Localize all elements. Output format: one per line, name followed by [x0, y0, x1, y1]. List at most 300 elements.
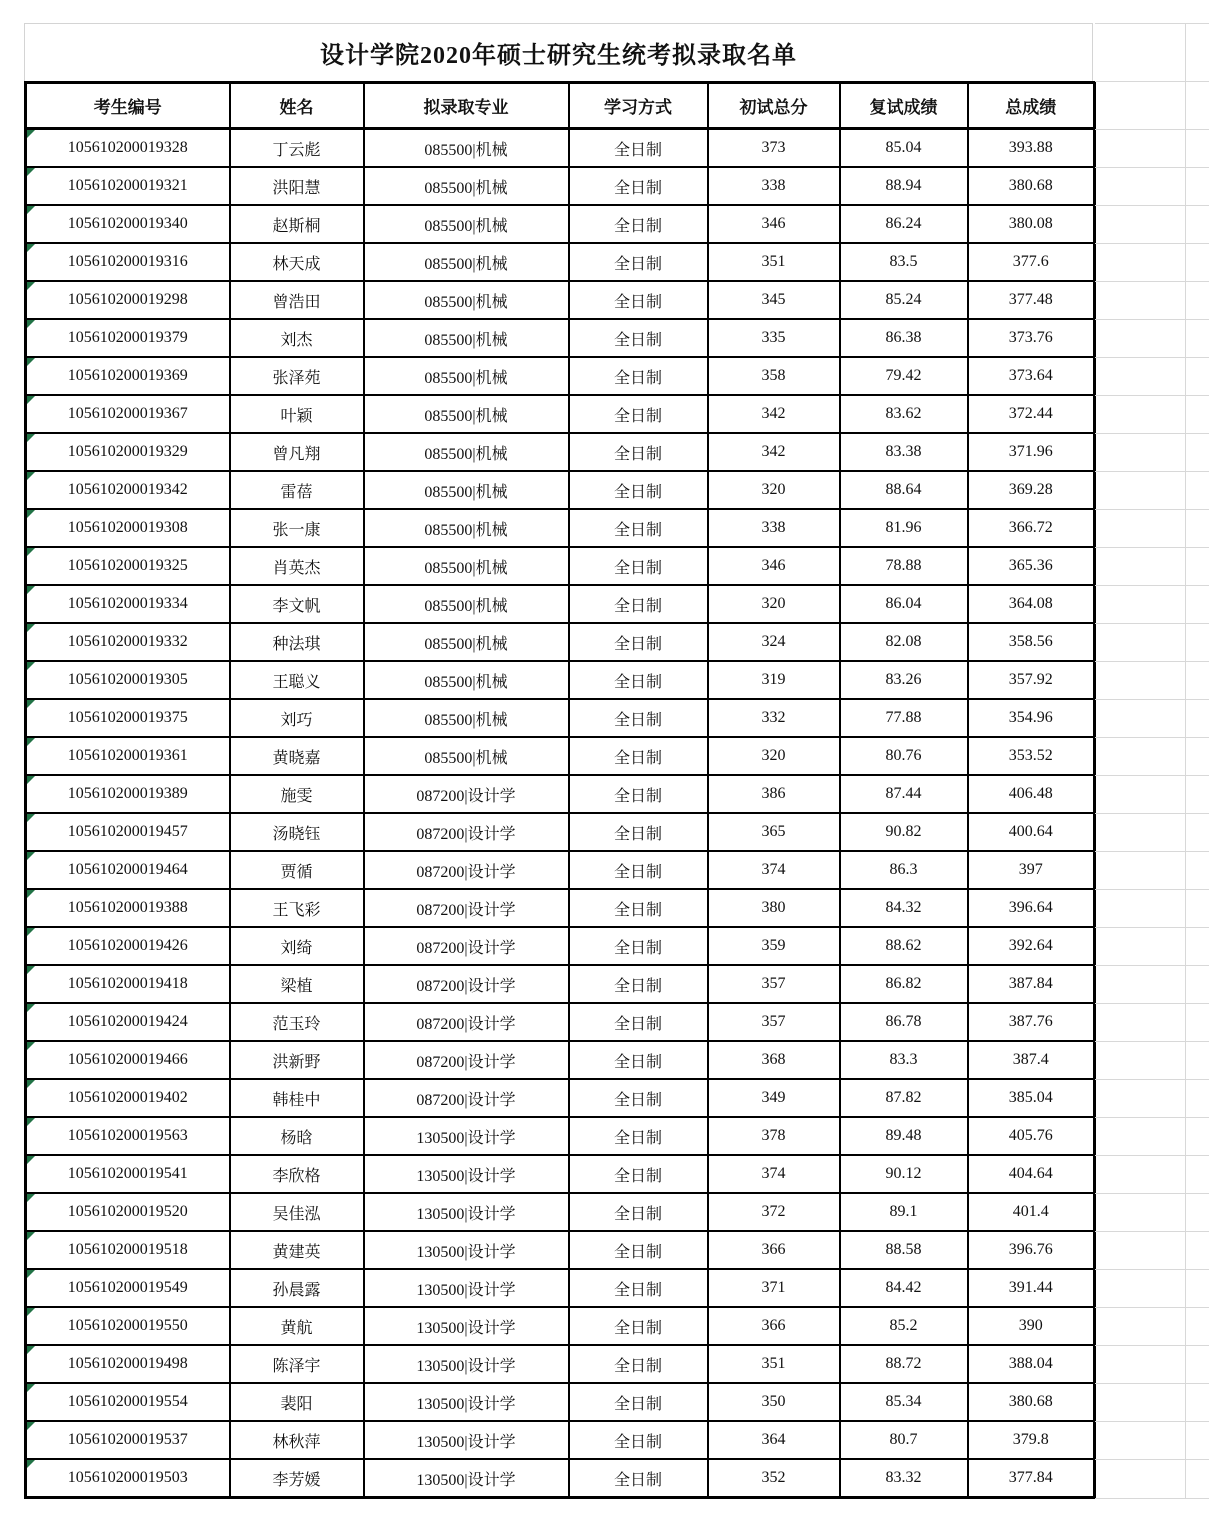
- cell-retest-score[interactable]: 88.62: [840, 927, 968, 965]
- cell-retest-score[interactable]: 81.96: [840, 509, 968, 547]
- table-body: [26, 129, 1095, 1498]
- cell-major[interactable]: 085500|机械: [364, 129, 569, 168]
- cell-retest-score[interactable]: 86.24: [840, 205, 968, 243]
- cell-name[interactable]: 李芳媛: [230, 1459, 364, 1498]
- cell-candidate-id[interactable]: 105610200019520: [26, 1193, 230, 1231]
- number-as-text-flag-icon: [27, 1232, 35, 1240]
- cell-major[interactable]: 085500|机械: [364, 699, 569, 737]
- gridline: [1095, 1041, 1209, 1042]
- cell-name[interactable]: 林天成: [230, 243, 364, 281]
- cell-total-score[interactable]: 391.44: [968, 1269, 1095, 1307]
- cell-name[interactable]: 刘杰: [230, 319, 364, 357]
- cell-candidate-id[interactable]: 105610200019325: [26, 547, 230, 585]
- gridline: [1095, 205, 1209, 206]
- cell-retest-score[interactable]: 87.82: [840, 1079, 968, 1117]
- cell-major[interactable]: 130500|设计学: [364, 1383, 569, 1421]
- cell-total-score[interactable]: 396.76: [968, 1231, 1095, 1269]
- cell-candidate-id[interactable]: 105610200019549: [26, 1269, 230, 1307]
- cell-candidate-id[interactable]: 105610200019498: [26, 1345, 230, 1383]
- table-row: [26, 851, 1095, 889]
- number-as-text-flag-icon: [27, 1080, 35, 1088]
- cell-total-score[interactable]: 401.4: [968, 1193, 1095, 1231]
- cell-study-mode[interactable]: 全日制: [569, 509, 708, 547]
- cell-retest-score[interactable]: 80.76: [840, 737, 968, 775]
- cell-name[interactable]: 洪阳慧: [230, 167, 364, 205]
- gridline: [1095, 1383, 1209, 1384]
- cell-retest-score[interactable]: 83.62: [840, 395, 968, 433]
- cell-major[interactable]: 085500|机械: [364, 737, 569, 775]
- cell-initial-score[interactable]: 368: [708, 1041, 840, 1079]
- cell-candidate-id[interactable]: 105610200019316: [26, 243, 230, 281]
- cell-name[interactable]: 肖英杰: [230, 547, 364, 585]
- cell-retest-score[interactable]: 88.58: [840, 1231, 968, 1269]
- cell-retest-score[interactable]: 90.82: [840, 813, 968, 851]
- cell-major[interactable]: 085500|机械: [364, 319, 569, 357]
- cell-study-mode[interactable]: 全日制: [569, 1459, 708, 1498]
- cell-initial-score[interactable]: 386: [708, 775, 840, 813]
- cell-study-mode[interactable]: 全日制: [569, 281, 708, 319]
- cell-retest-score[interactable]: 77.88: [840, 699, 968, 737]
- number-as-text-flag-icon: [27, 320, 35, 328]
- cell-initial-score[interactable]: 357: [708, 965, 840, 1003]
- cell-study-mode[interactable]: 全日制: [569, 1041, 708, 1079]
- cell-initial-score[interactable]: 373: [708, 129, 840, 168]
- cell-study-mode[interactable]: 全日制: [569, 889, 708, 927]
- cell-name[interactable]: 孙晨露: [230, 1269, 364, 1307]
- cell-total-score[interactable]: 379.8: [968, 1421, 1095, 1459]
- cell-total-score[interactable]: 377.6: [968, 243, 1095, 281]
- cell-initial-score[interactable]: 338: [708, 509, 840, 547]
- cell-major[interactable]: 087200|设计学: [364, 1003, 569, 1041]
- gridline: [1095, 243, 1209, 244]
- cell-total-score[interactable]: 388.04: [968, 1345, 1095, 1383]
- column-header-candidate-id[interactable]: 考生编号: [26, 83, 230, 129]
- gridline: [1095, 1117, 1209, 1118]
- cell-total-score[interactable]: 385.04: [968, 1079, 1095, 1117]
- cell-initial-score[interactable]: 357: [708, 1003, 840, 1041]
- table-row: [26, 1459, 1095, 1498]
- cell-retest-score[interactable]: 86.82: [840, 965, 968, 1003]
- gridline: [1095, 357, 1209, 358]
- cell-major[interactable]: 087200|设计学: [364, 1041, 569, 1079]
- cell-total-score[interactable]: 357.92: [968, 661, 1095, 699]
- cell-candidate-id[interactable]: 105610200019332: [26, 623, 230, 661]
- cell-total-score[interactable]: 353.52: [968, 737, 1095, 775]
- cell-total-score[interactable]: 366.72: [968, 509, 1095, 547]
- cell-candidate-id[interactable]: 105610200019563: [26, 1117, 230, 1155]
- column-header-name[interactable]: 姓名: [230, 83, 364, 129]
- cell-total-score[interactable]: 380.68: [968, 167, 1095, 205]
- cell-initial-score[interactable]: 366: [708, 1231, 840, 1269]
- gridline: [1095, 281, 1209, 282]
- cell-name[interactable]: 张一康: [230, 509, 364, 547]
- cell-total-score[interactable]: 387.84: [968, 965, 1095, 1003]
- cell-major[interactable]: 087200|设计学: [364, 965, 569, 1003]
- cell-candidate-id[interactable]: 105610200019389: [26, 775, 230, 813]
- number-as-text-flag-icon: [27, 548, 35, 556]
- cell-study-mode[interactable]: 全日制: [569, 1269, 708, 1307]
- cell-total-score[interactable]: 380.08: [968, 205, 1095, 243]
- cell-initial-score[interactable]: 320: [708, 471, 840, 509]
- cell-initial-score[interactable]: 380: [708, 889, 840, 927]
- cell-name[interactable]: 裴阳: [230, 1383, 364, 1421]
- cell-initial-score[interactable]: 358: [708, 357, 840, 395]
- cell-study-mode[interactable]: 全日制: [569, 1307, 708, 1345]
- cell-initial-score[interactable]: 345: [708, 281, 840, 319]
- cell-initial-score[interactable]: 359: [708, 927, 840, 965]
- number-as-text-flag-icon: [27, 1118, 35, 1126]
- cell-retest-score[interactable]: 85.04: [840, 129, 968, 168]
- cell-major[interactable]: 130500|设计学: [364, 1155, 569, 1193]
- cell-candidate-id[interactable]: 105610200019418: [26, 965, 230, 1003]
- sheet-title-cell[interactable]: [24, 23, 1093, 81]
- cell-study-mode[interactable]: 全日制: [569, 433, 708, 471]
- cell-name[interactable]: 李欣格: [230, 1155, 364, 1193]
- cell-major[interactable]: 087200|设计学: [364, 927, 569, 965]
- cell-total-score[interactable]: 396.64: [968, 889, 1095, 927]
- cell-retest-score[interactable]: 86.04: [840, 585, 968, 623]
- cell-study-mode[interactable]: 全日制: [569, 1231, 708, 1269]
- cell-study-mode[interactable]: 全日制: [569, 813, 708, 851]
- cell-study-mode[interactable]: 全日制: [569, 623, 708, 661]
- cell-initial-score[interactable]: 324: [708, 623, 840, 661]
- cell-major[interactable]: 085500|机械: [364, 357, 569, 395]
- cell-initial-score[interactable]: 346: [708, 205, 840, 243]
- cell-major[interactable]: 085500|机械: [364, 623, 569, 661]
- cell-retest-score[interactable]: 83.3: [840, 1041, 968, 1079]
- cell-initial-score[interactable]: 332: [708, 699, 840, 737]
- cell-retest-score[interactable]: 84.32: [840, 889, 968, 927]
- cell-name[interactable]: 林秋萍: [230, 1421, 364, 1459]
- cell-major[interactable]: 087200|设计学: [364, 851, 569, 889]
- cell-retest-score[interactable]: 84.42: [840, 1269, 968, 1307]
- cell-initial-score[interactable]: 342: [708, 433, 840, 471]
- cell-retest-score[interactable]: 78.88: [840, 547, 968, 585]
- cell-candidate-id[interactable]: 105610200019329: [26, 433, 230, 471]
- gridline: [1095, 547, 1209, 548]
- cell-study-mode[interactable]: 全日制: [569, 585, 708, 623]
- cell-total-score[interactable]: 397: [968, 851, 1095, 889]
- cell-total-score[interactable]: 392.64: [968, 927, 1095, 965]
- gridline: [1095, 1498, 1209, 1499]
- cell-retest-score[interactable]: 89.48: [840, 1117, 968, 1155]
- table-row: [26, 1269, 1095, 1307]
- cell-retest-score[interactable]: 86.78: [840, 1003, 968, 1041]
- cell-initial-score[interactable]: 366: [708, 1307, 840, 1345]
- cell-major[interactable]: 087200|设计学: [364, 889, 569, 927]
- cell-retest-score[interactable]: 83.5: [840, 243, 968, 281]
- cell-total-score[interactable]: 387.76: [968, 1003, 1095, 1041]
- cell-major[interactable]: 085500|机械: [364, 243, 569, 281]
- cell-candidate-id[interactable]: 105610200019375: [26, 699, 230, 737]
- cell-retest-score[interactable]: 85.24: [840, 281, 968, 319]
- cell-major[interactable]: 085500|机械: [364, 395, 569, 433]
- cell-total-score[interactable]: 387.4: [968, 1041, 1095, 1079]
- cell-initial-score[interactable]: 364: [708, 1421, 840, 1459]
- table-row: [26, 623, 1095, 661]
- cell-study-mode[interactable]: 全日制: [569, 1117, 708, 1155]
- cell-retest-score[interactable]: 88.72: [840, 1345, 968, 1383]
- cell-retest-score[interactable]: 85.2: [840, 1307, 968, 1345]
- cell-retest-score[interactable]: 88.94: [840, 167, 968, 205]
- cell-study-mode[interactable]: 全日制: [569, 129, 708, 168]
- cell-total-score[interactable]: 371.96: [968, 433, 1095, 471]
- cell-candidate-id[interactable]: 105610200019328: [26, 129, 230, 168]
- cell-candidate-id[interactable]: 105610200019554: [26, 1383, 230, 1421]
- cell-study-mode[interactable]: 全日制: [569, 357, 708, 395]
- cell-candidate-id[interactable]: 105610200019308: [26, 509, 230, 547]
- cell-study-mode[interactable]: 全日制: [569, 1155, 708, 1193]
- cell-name[interactable]: 洪新野: [230, 1041, 364, 1079]
- cell-total-score[interactable]: 377.48: [968, 281, 1095, 319]
- cell-study-mode[interactable]: 全日制: [569, 547, 708, 585]
- cell-major[interactable]: 130500|设计学: [364, 1269, 569, 1307]
- cell-name[interactable]: 李文帆: [230, 585, 364, 623]
- table-row: [26, 243, 1095, 281]
- cell-candidate-id[interactable]: 105610200019367: [26, 395, 230, 433]
- cell-candidate-id[interactable]: 105610200019402: [26, 1079, 230, 1117]
- column-header-study-mode[interactable]: 学习方式: [569, 83, 708, 129]
- cell-study-mode[interactable]: 全日制: [569, 737, 708, 775]
- cell-study-mode[interactable]: 全日制: [569, 395, 708, 433]
- cell-total-score[interactable]: 358.56: [968, 623, 1095, 661]
- cell-total-score[interactable]: 406.48: [968, 775, 1095, 813]
- table-row: [26, 813, 1095, 851]
- cell-major[interactable]: 130500|设计学: [364, 1345, 569, 1383]
- cell-study-mode[interactable]: 全日制: [569, 1383, 708, 1421]
- cell-total-score[interactable]: 354.96: [968, 699, 1095, 737]
- cell-initial-score[interactable]: 350: [708, 1383, 840, 1421]
- cell-major[interactable]: 085500|机械: [364, 585, 569, 623]
- cell-name[interactable]: 刘巧: [230, 699, 364, 737]
- cell-candidate-id[interactable]: 105610200019537: [26, 1421, 230, 1459]
- cell-retest-score[interactable]: 86.3: [840, 851, 968, 889]
- cell-study-mode[interactable]: 全日制: [569, 205, 708, 243]
- cell-major[interactable]: 085500|机械: [364, 281, 569, 319]
- cell-initial-score[interactable]: 320: [708, 585, 840, 623]
- cell-name[interactable]: 吴佳泓: [230, 1193, 364, 1231]
- cell-initial-score[interactable]: 342: [708, 395, 840, 433]
- cell-name[interactable]: 梁植: [230, 965, 364, 1003]
- cell-study-mode[interactable]: 全日制: [569, 775, 708, 813]
- cell-total-score[interactable]: 390: [968, 1307, 1095, 1345]
- cell-study-mode[interactable]: 全日制: [569, 1193, 708, 1231]
- cell-major[interactable]: 085500|机械: [364, 547, 569, 585]
- cell-study-mode[interactable]: 全日制: [569, 167, 708, 205]
- cell-total-score[interactable]: 405.76: [968, 1117, 1095, 1155]
- gridline: [1185, 23, 1186, 1498]
- gridline: [1095, 1421, 1209, 1422]
- cell-major[interactable]: 085500|机械: [364, 471, 569, 509]
- cell-name[interactable]: 叶颖: [230, 395, 364, 433]
- cell-name[interactable]: 杨晗: [230, 1117, 364, 1155]
- cell-initial-score[interactable]: 374: [708, 851, 840, 889]
- cell-study-mode[interactable]: 全日制: [569, 1079, 708, 1117]
- cell-candidate-id[interactable]: 105610200019321: [26, 167, 230, 205]
- column-header-initial-score[interactable]: 初试总分: [708, 83, 840, 129]
- cell-retest-score[interactable]: 83.26: [840, 661, 968, 699]
- cell-retest-score[interactable]: 82.08: [840, 623, 968, 661]
- cell-major[interactable]: 085500|机械: [364, 167, 569, 205]
- cell-candidate-id[interactable]: 105610200019541: [26, 1155, 230, 1193]
- cell-candidate-id[interactable]: 105610200019464: [26, 851, 230, 889]
- cell-candidate-id[interactable]: 105610200019426: [26, 927, 230, 965]
- cell-total-score[interactable]: 365.36: [968, 547, 1095, 585]
- cell-name[interactable]: 贾循: [230, 851, 364, 889]
- cell-major[interactable]: 130500|设计学: [364, 1117, 569, 1155]
- cell-total-score[interactable]: 400.64: [968, 813, 1095, 851]
- cell-candidate-id[interactable]: 105610200019457: [26, 813, 230, 851]
- number-as-text-flag-icon: [27, 852, 35, 860]
- gridline: [1095, 1345, 1209, 1346]
- cell-study-mode[interactable]: 全日制: [569, 471, 708, 509]
- cell-candidate-id[interactable]: 105610200019388: [26, 889, 230, 927]
- cell-name[interactable]: 王飞彩: [230, 889, 364, 927]
- gridline: [1095, 699, 1209, 700]
- cell-candidate-id[interactable]: 105610200019424: [26, 1003, 230, 1041]
- cell-total-score[interactable]: 404.64: [968, 1155, 1095, 1193]
- cell-initial-score[interactable]: 371: [708, 1269, 840, 1307]
- cell-retest-score[interactable]: 89.1: [840, 1193, 968, 1231]
- cell-name[interactable]: 王聪义: [230, 661, 364, 699]
- cell-initial-score[interactable]: 365: [708, 813, 840, 851]
- cell-study-mode[interactable]: 全日制: [569, 927, 708, 965]
- page-title: 设计学院2020年硕士研究生统考拟录取名单: [320, 43, 797, 69]
- table-row: [26, 1307, 1095, 1345]
- cell-name[interactable]: 张泽苑: [230, 357, 364, 395]
- cell-total-score[interactable]: 380.68: [968, 1383, 1095, 1421]
- cell-initial-score[interactable]: 335: [708, 319, 840, 357]
- cell-name[interactable]: 汤晓钰: [230, 813, 364, 851]
- cell-candidate-id[interactable]: 105610200019503: [26, 1459, 230, 1498]
- cell-retest-score[interactable]: 83.32: [840, 1459, 968, 1498]
- cell-candidate-id[interactable]: 105610200019369: [26, 357, 230, 395]
- cell-initial-score[interactable]: 372: [708, 1193, 840, 1231]
- cell-name[interactable]: 黄晓嘉: [230, 737, 364, 775]
- number-as-text-flag-icon: [27, 624, 35, 632]
- cell-initial-score[interactable]: 349: [708, 1079, 840, 1117]
- cell-candidate-id[interactable]: 105610200019342: [26, 471, 230, 509]
- cell-candidate-id[interactable]: 105610200019379: [26, 319, 230, 357]
- cell-retest-score[interactable]: 87.44: [840, 775, 968, 813]
- column-header-retest-score[interactable]: 复试成绩: [840, 83, 968, 129]
- cell-initial-score[interactable]: 351: [708, 1345, 840, 1383]
- cell-initial-score[interactable]: 351: [708, 243, 840, 281]
- cell-study-mode[interactable]: 全日制: [569, 319, 708, 357]
- cell-major[interactable]: 085500|机械: [364, 509, 569, 547]
- cell-name[interactable]: 黄航: [230, 1307, 364, 1345]
- cell-total-score[interactable]: 373.76: [968, 319, 1095, 357]
- column-header-major[interactable]: 拟录取专业: [364, 83, 569, 129]
- number-as-text-flag-icon: [27, 662, 35, 670]
- cell-name[interactable]: 雷蓓: [230, 471, 364, 509]
- number-as-text-flag-icon: [27, 510, 35, 518]
- cell-name[interactable]: 刘绮: [230, 927, 364, 965]
- cell-total-score[interactable]: 373.64: [968, 357, 1095, 395]
- number-as-text-flag-icon: [27, 586, 35, 594]
- cell-major[interactable]: 087200|设计学: [364, 1079, 569, 1117]
- cell-major[interactable]: 085500|机械: [364, 661, 569, 699]
- cell-initial-score[interactable]: 320: [708, 737, 840, 775]
- cell-name[interactable]: 陈泽宇: [230, 1345, 364, 1383]
- cell-initial-score[interactable]: 338: [708, 167, 840, 205]
- number-as-text-flag-icon: [27, 358, 35, 366]
- cell-name[interactable]: 韩桂中: [230, 1079, 364, 1117]
- cell-study-mode[interactable]: 全日制: [569, 1421, 708, 1459]
- cell-retest-score[interactable]: 83.38: [840, 433, 968, 471]
- cell-major[interactable]: 130500|设计学: [364, 1459, 569, 1498]
- cell-candidate-id[interactable]: 105610200019340: [26, 205, 230, 243]
- cell-major[interactable]: 130500|设计学: [364, 1231, 569, 1269]
- cell-major[interactable]: 087200|设计学: [364, 775, 569, 813]
- cell-name[interactable]: 黄建英: [230, 1231, 364, 1269]
- table-row: [26, 433, 1095, 471]
- cell-study-mode[interactable]: 全日制: [569, 1345, 708, 1383]
- cell-study-mode[interactable]: 全日制: [569, 1003, 708, 1041]
- cell-candidate-id[interactable]: 105610200019298: [26, 281, 230, 319]
- cell-candidate-id[interactable]: 105610200019518: [26, 1231, 230, 1269]
- cell-name[interactable]: 丁云彪: [230, 129, 364, 168]
- cell-name[interactable]: 曾浩田: [230, 281, 364, 319]
- cell-retest-score[interactable]: 85.34: [840, 1383, 968, 1421]
- cell-initial-score[interactable]: 346: [708, 547, 840, 585]
- cell-name[interactable]: 施雯: [230, 775, 364, 813]
- gridline: [1095, 813, 1209, 814]
- column-header-total-score[interactable]: 总成绩: [968, 83, 1095, 129]
- cell-candidate-id[interactable]: 105610200019361: [26, 737, 230, 775]
- cell-initial-score[interactable]: 378: [708, 1117, 840, 1155]
- cell-initial-score[interactable]: 352: [708, 1459, 840, 1498]
- cell-total-score[interactable]: 393.88: [968, 129, 1095, 168]
- cell-retest-score[interactable]: 79.42: [840, 357, 968, 395]
- cell-name[interactable]: 范玉玲: [230, 1003, 364, 1041]
- cell-major[interactable]: 085500|机械: [364, 205, 569, 243]
- cell-major[interactable]: 087200|设计学: [364, 813, 569, 851]
- number-as-text-flag-icon: [27, 1156, 35, 1164]
- cell-study-mode[interactable]: 全日制: [569, 965, 708, 1003]
- cell-study-mode[interactable]: 全日制: [569, 243, 708, 281]
- cell-retest-score[interactable]: 86.38: [840, 319, 968, 357]
- cell-study-mode[interactable]: 全日制: [569, 661, 708, 699]
- cell-retest-score[interactable]: 80.7: [840, 1421, 968, 1459]
- cell-study-mode[interactable]: 全日制: [569, 699, 708, 737]
- gridline: [1095, 737, 1209, 738]
- cell-candidate-id[interactable]: 105610200019466: [26, 1041, 230, 1079]
- cell-major[interactable]: 130500|设计学: [364, 1421, 569, 1459]
- cell-name[interactable]: 种法琪: [230, 623, 364, 661]
- cell-initial-score[interactable]: 319: [708, 661, 840, 699]
- cell-candidate-id[interactable]: 105610200019305: [26, 661, 230, 699]
- cell-study-mode[interactable]: 全日制: [569, 851, 708, 889]
- cell-major[interactable]: 085500|机械: [364, 433, 569, 471]
- cell-candidate-id[interactable]: 105610200019550: [26, 1307, 230, 1345]
- cell-major[interactable]: 130500|设计学: [364, 1193, 569, 1231]
- cell-total-score[interactable]: 377.84: [968, 1459, 1095, 1498]
- cell-retest-score[interactable]: 88.64: [840, 471, 968, 509]
- cell-name[interactable]: 曾凡翔: [230, 433, 364, 471]
- cell-major[interactable]: 130500|设计学: [364, 1307, 569, 1345]
- cell-total-score[interactable]: 364.08: [968, 585, 1095, 623]
- cell-total-score[interactable]: 372.44: [968, 395, 1095, 433]
- cell-candidate-id[interactable]: 105610200019334: [26, 585, 230, 623]
- cell-initial-score[interactable]: 374: [708, 1155, 840, 1193]
- cell-name[interactable]: 赵斯桐: [230, 205, 364, 243]
- cell-total-score[interactable]: 369.28: [968, 471, 1095, 509]
- gridline: [1095, 1193, 1209, 1194]
- table-row: [26, 167, 1095, 205]
- gridline: [1095, 23, 1209, 24]
- cell-retest-score[interactable]: 90.12: [840, 1155, 968, 1193]
